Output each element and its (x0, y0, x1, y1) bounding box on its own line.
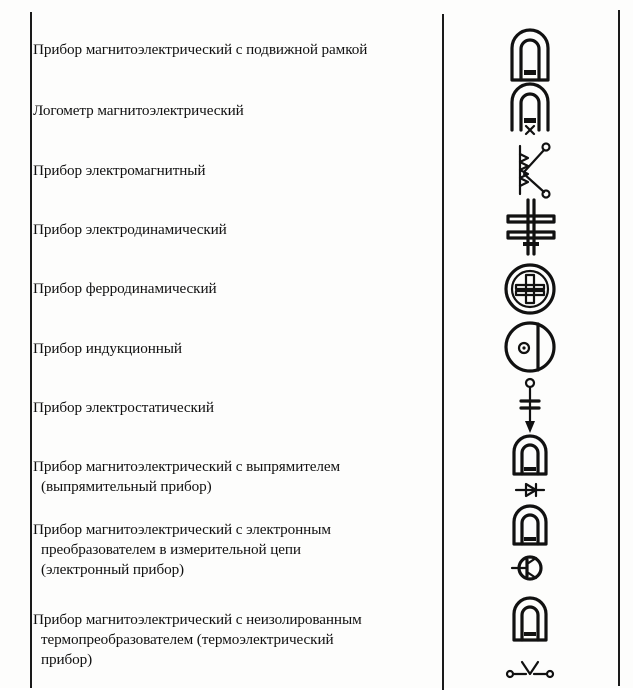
row-text-line: преобразователем в измерительной цепи (41, 541, 301, 558)
ratiometer-symbol-icon (490, 80, 570, 147)
table-right-border (618, 10, 620, 686)
table-row (33, 279, 439, 299)
table-row (33, 457, 439, 497)
table-row (33, 220, 439, 240)
table-row (33, 40, 439, 60)
row-text-line: Прибор магнитоэлектрический с подвижной рамкой (33, 41, 368, 58)
table-row (33, 161, 439, 181)
row-text-line: Прибор ферродинамический (33, 280, 217, 297)
row-text-line: Прибор индукционный (33, 340, 182, 357)
row-text-line: (электронный прибор) (41, 561, 185, 578)
table-row (33, 101, 439, 121)
row-text-line: Прибор электромагнитный (33, 162, 206, 179)
electrostatic-symbol-icon (490, 375, 570, 442)
table-row (33, 610, 439, 670)
ferrodynamic-symbol-icon (490, 258, 570, 325)
rectifier-symbol-icon (490, 434, 570, 507)
row-text-line: Прибор магнитоэлектрический с электронным (33, 521, 331, 538)
induction-symbol-icon (490, 316, 570, 383)
row-text-line: Прибор магнитоэлектрический с неизолированным (33, 611, 362, 628)
table-row (33, 398, 439, 418)
electromagnetic-symbol-icon (490, 138, 570, 205)
electrodynamic-symbol-icon (490, 196, 570, 263)
row-text-line: Логометр магнитоэлектрический (33, 102, 244, 119)
table-left-border (30, 12, 32, 688)
table-row (33, 520, 439, 580)
table-column-divider (442, 14, 444, 690)
row-text-line: (выпрямительный прибор) (41, 478, 212, 495)
row-text-line: прибор) (41, 651, 93, 668)
electronic-converter-symbol-icon (490, 504, 570, 589)
moving-coil-symbol-icon (490, 22, 570, 89)
thermoelectric-symbol-icon (490, 594, 570, 691)
row-text-line: Прибор электростатический (33, 399, 214, 416)
row-text-line: Прибор магнитоэлектрический с выпрямителем (33, 458, 341, 475)
row-text-line: Прибор электродинамический (33, 221, 227, 238)
table-row (33, 339, 439, 359)
row-text-line: термопреобразователем (термоэлектрический (41, 631, 334, 648)
